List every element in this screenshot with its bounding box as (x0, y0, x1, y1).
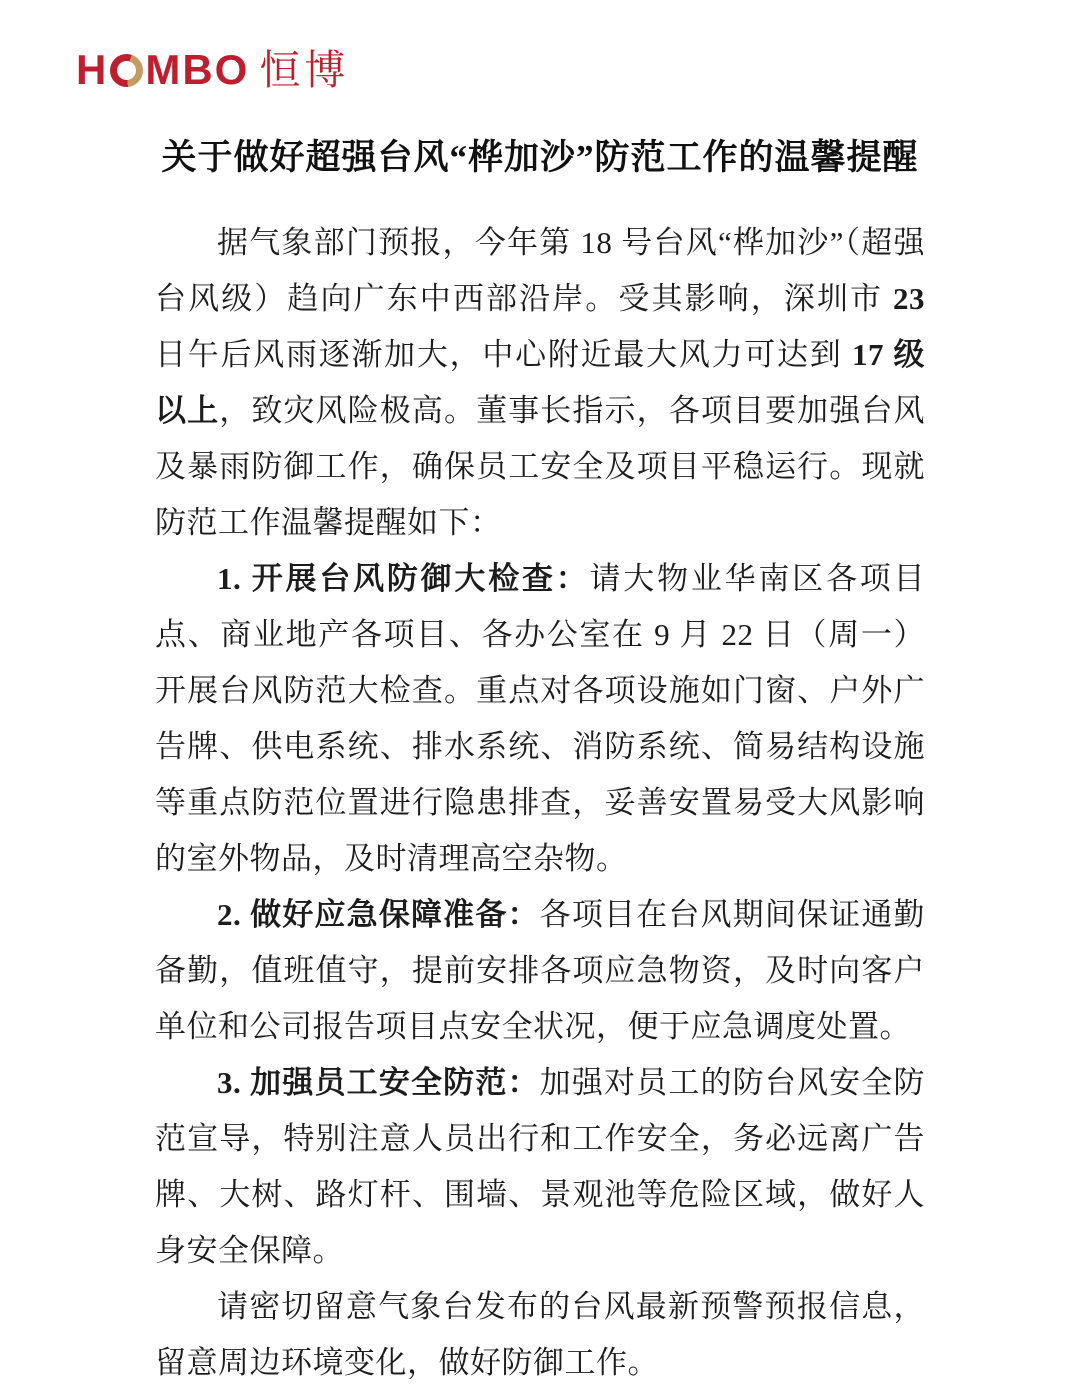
text-run: 3. 加强员工安全防范： (217, 1065, 540, 1100)
text-run: 据气象部门预报，今年第 18 号台风“桦加沙”（超强台风级）趋向广东中西部沿岸。受其影响，深圳市 (155, 225, 925, 316)
logo-latin-post: MBO (145, 46, 250, 93)
text-run: 请密切留意气象台发布的台风最新预警预报信息，留意周边环境变化，做好防御工作。 (155, 1289, 925, 1380)
text-run: 2. 做好应急保障准备： (217, 897, 540, 932)
text-run: 17 级以上 (155, 337, 926, 428)
paragraph-4 (155, 1055, 925, 1279)
text-run: 日午后风雨逐渐加大，中心附近最大风力可达到 (155, 337, 853, 372)
text-run: 加强对员工的防台风安全防范宣导，特别注意人员出行和工作安全，务必远离广告牌、大树、路灯杆、围墙、景观池等危险区域，做好人身安全保障。 (155, 1065, 926, 1268)
document-title: 关于做好超强台风“桦加沙”防范工作的温馨提醒 (161, 138, 919, 177)
document-body (0, 215, 1080, 1391)
paragraph-3 (155, 887, 925, 1055)
text-run: 23 (893, 281, 925, 316)
text-run: 1. 开展台风防御大检查： (217, 561, 590, 596)
logo-cjk-name: 恒博 (259, 47, 350, 93)
paragraph-1 (155, 215, 925, 551)
paragraph-5 (155, 1279, 925, 1391)
paragraph-2 (155, 551, 925, 887)
logo-latin-pre: H (76, 46, 109, 93)
text-run: 请大物业华南区各项目点、商业地产各项目、各办公室在 9 月 22 日（周一）开展台风防范大检查。重点对各项设施如门窗、户外广告牌、供电系统、排水系统、消防系统、简易结构设施等重点防范位置进行隐患排查，妥善安置易受大风影响的室外物品，及时清理高空杂物。 (155, 561, 926, 876)
text-run: ，致灾风险极高。董事长指示，各项目要加强台风及暴雨防御工作，确保员工安全及项目平稳运行。现就防范工作温馨提醒如下： (155, 393, 925, 540)
text-run: 各项目在台风期间保证通勤备勤，值班值守，提前安排各项应急物资，及时向客户单位和公司报告项目点安全状况，便于应急调度处置。 (155, 897, 926, 1044)
logo-o-ring-icon (110, 54, 143, 87)
company-logo (76, 48, 349, 92)
